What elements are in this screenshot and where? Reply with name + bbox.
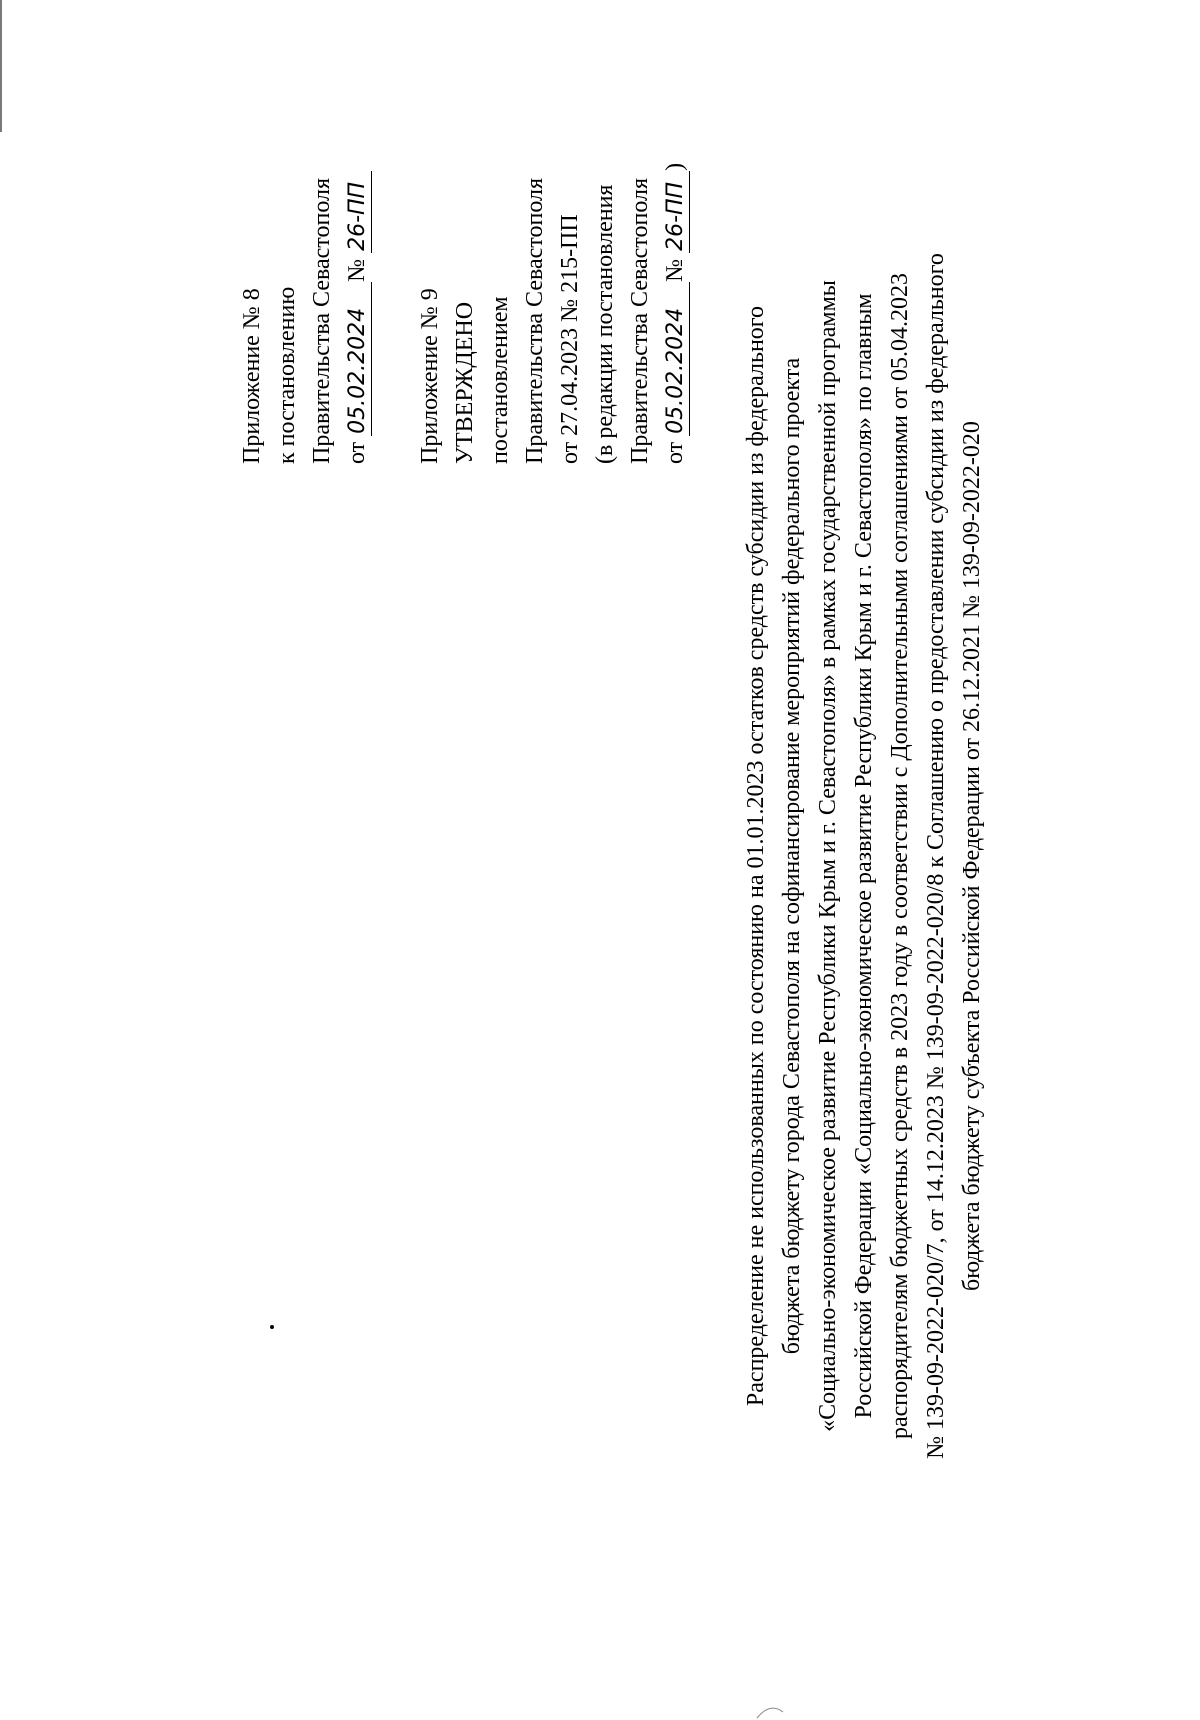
annex-8-line: к постановлению [274,286,300,464]
handwritten-number: 26-ПП [345,171,372,253]
annex-9-line: Правительства Севастополя [522,177,548,464]
heading-line: № 139-09-2022-020/7, от 14.12.2023 № 139-09-2022-020/8 к Соглашению о предоставлении субсидии из федерального [923,253,949,1459]
heading-line: бюджета бюджету субъекта Российской Федерации от 26.12.2021 № 139-09-2022-020 [959,421,985,1291]
annex-8-line: Правительства Севастополя [309,177,335,464]
annex-9-block [413,44,693,464]
document-heading [738,146,990,1566]
annex-8-block [235,44,375,464]
annex-9-line: от 27.04.2023 № 215-ПП [557,214,583,464]
handwritten-date: 05.02.2024 [663,282,690,436]
handwritten-date: 05.02.2024 [345,282,372,436]
annex-9-date-line [658,44,693,464]
annex-9-line: Правительства Севастополя [627,177,653,464]
annex-8-title: Приложение № 8 [239,288,265,464]
heading-line: распорядителям бюджетных средств в 2023 году в соответствии с Дополнительными соглашениями от 05.04.2023 [887,272,913,1440]
heading-line: Распределение не использованных по состоянию на 01.01.2023 остатков средств субсидии из федерального [743,305,769,1407]
date-prefix: от [662,435,688,464]
heading-line: Российской Федерации «Социально-экономическое развитие Республики Крым и г. Севастополя» по главным [851,293,877,1419]
approved-label: УТВЕРЖДЕНО [452,301,478,464]
date-prefix: от [344,435,370,464]
heading-line: бюджета бюджету города Севастополя на софинансирование мероприятий федерального проекта [779,357,805,1355]
heading-line: «Социально-экономическое развитие Республики Крым и г. Севастополя» в рамках государственной программы [815,280,841,1432]
closing-parenthesis: ) [662,162,688,171]
annex-9-line: (в редакции постановления [592,184,618,464]
handwritten-number: 26-ПП [663,171,690,253]
number-prefix: № [344,252,370,282]
annex-9-title: Приложение № 9 [417,288,443,464]
number-prefix: № [662,252,688,282]
annex-9-line: постановлением [487,296,513,464]
annex-8-date-line [340,44,375,464]
